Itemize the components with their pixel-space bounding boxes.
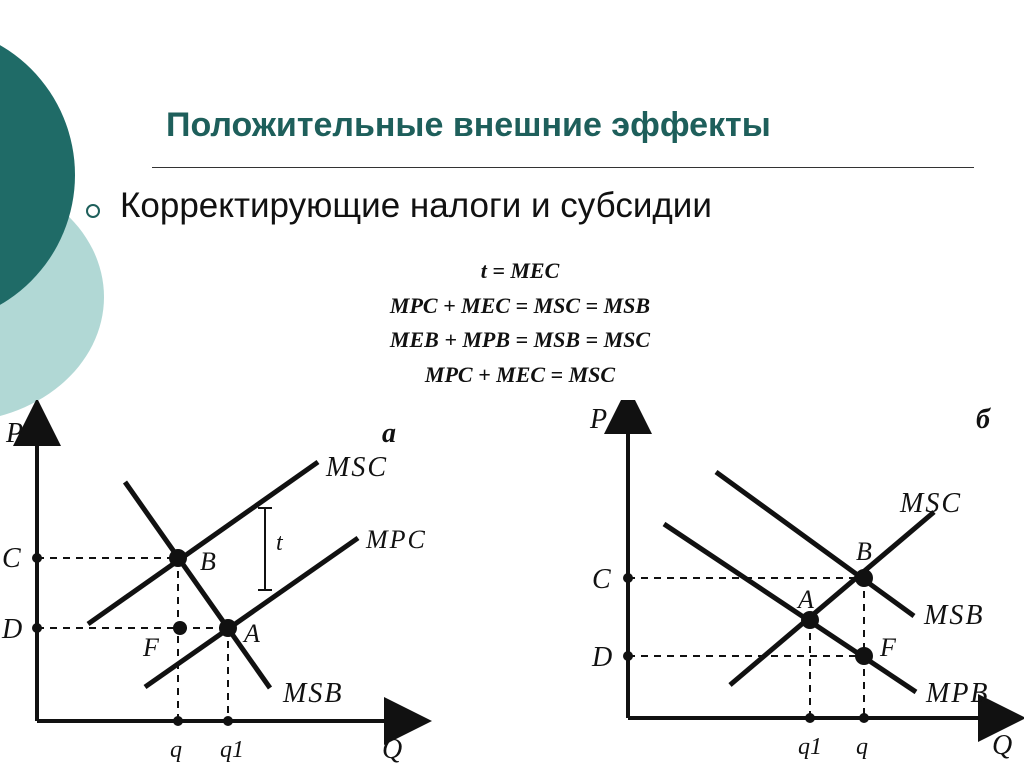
curve-label-msc: MSC [900, 488, 962, 519]
price-label-d: D [592, 642, 613, 673]
curve-msc [88, 462, 318, 624]
point-label-a: A [798, 585, 814, 614]
curve-label-msc: MSC [326, 452, 388, 483]
axis-label-q: Q [382, 734, 403, 765]
formula-line: MPC + MEC = MSC [424, 361, 616, 387]
point-b [855, 569, 873, 587]
price-label-d: D [2, 614, 23, 645]
curve-label-msb: MSB [283, 678, 344, 709]
diagram-b [584, 400, 1024, 772]
formula-line: MEB + MPB = MSB = MSC [389, 327, 651, 352]
bullet-text: Корректирующие налоги и субсидии [120, 186, 712, 225]
quantity-label-q: q [856, 734, 868, 760]
price-label-c: C [2, 543, 21, 574]
panel-label: б [976, 404, 990, 435]
quantity-label-q: q [170, 737, 182, 763]
axis-dot-q1 [805, 713, 815, 723]
formula-block [300, 254, 740, 392]
price-label-c: C [592, 564, 611, 595]
curve-label-mpc: MPC [366, 525, 427, 554]
point-label-b: B [856, 537, 872, 566]
axis-dot-c [623, 573, 633, 583]
point-a [219, 619, 237, 637]
curve-mpb [664, 524, 916, 692]
diagram-b-canvas [584, 400, 1024, 767]
axis-dot-q [859, 713, 869, 723]
point-b [169, 549, 187, 567]
curve-msc [730, 512, 934, 685]
curve-label-mpb: MPB [926, 678, 990, 709]
diagram-a-canvas [0, 400, 440, 767]
curve-msb [716, 472, 914, 616]
axis-dot-d [32, 623, 42, 633]
panel-label: a [382, 418, 396, 449]
formula-line: t = MEC [480, 258, 560, 283]
point-label-b: B [200, 547, 216, 576]
guide-lines [37, 558, 228, 721]
point-f [173, 621, 187, 635]
axis-label-p: P [590, 404, 608, 435]
axis-dot-d [623, 651, 633, 661]
point-label-a: A [244, 619, 260, 648]
axis-dot-q1 [223, 716, 233, 726]
axis-dot-c [32, 553, 42, 563]
bullet-circle-icon [86, 204, 100, 218]
quantity-label-q1: q1 [798, 734, 822, 760]
diagram-a [0, 400, 440, 772]
point-f [855, 647, 873, 665]
quantity-label-q1: q1 [220, 737, 244, 763]
title-divider [152, 167, 974, 168]
axis-dot-q [173, 716, 183, 726]
tax-label: t [276, 530, 283, 556]
point-label-f: F [143, 633, 159, 662]
axis-label-q: Q [992, 730, 1013, 761]
axis-label-p: P [6, 418, 24, 449]
point-label-f: F [880, 633, 896, 662]
formula-line: MPC + MEC = MSC = MSB [389, 292, 651, 318]
slide-title: Положительные внешние эффекты [166, 106, 771, 144]
curve-label-msb: MSB [924, 600, 985, 631]
